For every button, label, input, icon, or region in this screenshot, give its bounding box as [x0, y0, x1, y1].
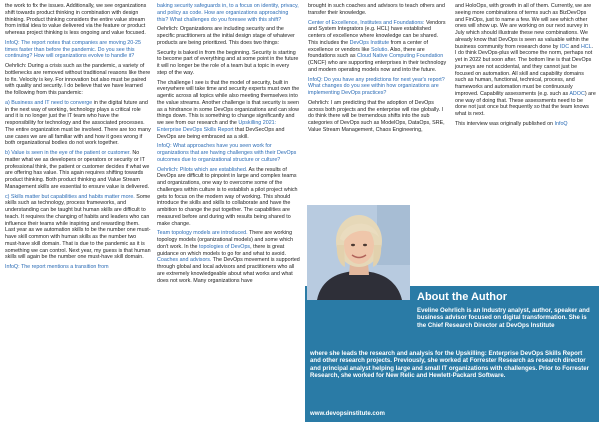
interview-question: InfoQ: The report notes that companies are moving 20-25 times faster than before the pandemic. Do you see this continuing? How will organizations evolve to handle it?: [5, 39, 141, 60]
vendor-link[interactable]: Solutio: [370, 46, 388, 53]
article-column-2: [157, 3, 300, 287]
devops-institute-link[interactable]: DevOps Institute: [349, 39, 390, 46]
about-author-box: [305, 286, 599, 422]
paragraph: [308, 20, 449, 74]
paragraph-text: . I do think DevOps-plus will become the norm, perhaps not yet in 2022 but soon after. The bottom line is that DevOps journeys are not accidental, and they cannot just be focused on automation. All skill and capability domains such as human, functional, technical, process, and frameworks and automation must be continuously improved. Capability assessments (e.g. such as: [455, 43, 594, 97]
paragraph: [455, 121, 596, 128]
paragraph-text: Vendors and System Integrators (e.g. HCL) have established centers of excellence where knowledge can be shared. This includes the: [308, 19, 446, 46]
paragraph-text: from a center of excellence or vendors like: [308, 39, 429, 53]
point-text: in the digital future and in the next way of working, technology plays a critical role and it is no longer just the IT team who have the responsibility for technology and the associated processes. The entire organization must be involved. There are too many use cases we are all familiar with and how it goes wrong if both organizational bodies do not work together.: [5, 99, 151, 147]
paragraph-text: As the results of DevOps are difficult to pinpoint in large and complex teams and organizations, one way to overcome some of the challenges within culture is to establish a pilot project which gets to focus on the modern way of working. This should introduce the skills and skills to collaborate and have the ambition to change the put together. The capabilities are measured before and during with results being shared to make change.: [157, 166, 298, 227]
paragraph-text: and HoloOps, with growth in all of them. Currently, we are seeing more combinations of terms such as BizDevOps and FinOps, just to name a few. We will see which other ones will show up. We are working on our next survey in July which should illustrate these new combinations. We already know that DevOps is seen as valuable within the business community from research done by: [455, 3, 592, 50]
paragraph-text: The challenge I see is that the model of security, built in everywhere will take time and security experts must own the agentic across all topics while also meeting themselves into the value streams. Another challenge is that security is seen as a hindrance in some DevOps organizations and can slow things down. This is something to change significantly and we see from our research and the: [157, 79, 300, 126]
infoq-link[interactable]: InfoQ: [554, 120, 568, 127]
interview-question: baking security safeguards in, to a focus on identity, privacy, and policy as code. How are organizations approaching this? What challenges do you foresee with this shift?: [157, 3, 299, 23]
coaches-advisors-link[interactable]: Coaches and advisors.: [157, 257, 212, 264]
point-a: [5, 100, 151, 147]
about-author-heading: About the Author: [417, 291, 508, 303]
paragraph: [157, 80, 300, 141]
point-heading: Team topology models are introduced.: [157, 230, 248, 237]
interview-question: InfoQ: Do you have any predictions for next year's report? What changes do you see within how organizations are implementing DevOps practices?: [308, 76, 445, 96]
point-heading: a) Business and IT need to converge: [5, 99, 93, 106]
paragraph-text: There are working topology models (organizational models) and some which don't work. In the: [157, 230, 294, 250]
paragraph-text: This interview was originally published on: [455, 120, 555, 127]
point-text: Some skills such as technology, process frameworks, and understanding can be taught but human skills are difficult to teach. It requires the changing of habits and leaders who can influence their teams while inspiring and rewarding them. Last year as we automation skills to be the number one must-have skill common with human skills as the number two must-have skill domain. That is due to the pandemic as it is something we can control. Next year, my guess is that human skills will again be the number one must-have skill domain.: [5, 193, 151, 261]
paragraph-text: . Also, there are foundations such as: [308, 46, 425, 60]
article-column-4: [455, 3, 596, 131]
paragraph-text: and: [569, 43, 581, 50]
paragraph: the work to fix the issues. Additionally, we see organizations shift towards product thinking in combination with design thinking. Product thinking considers the entire value stream from initial idea to value delivered via the feature or product whereas project thinking is less ongoing and value focused.: [5, 3, 147, 36]
author-photo: [307, 205, 410, 300]
paragraph: [455, 3, 596, 118]
point-heading: c) Skills matter but capabilities and habits matter more.: [5, 193, 135, 200]
point-heading: Center of Excellence, Institutes and Foundations:: [308, 19, 425, 26]
cncf-link[interactable]: Cloud Native Computing Foundation: [357, 53, 444, 60]
paragraph-text: , there is great guidance on which models to go for and what to avoid.: [157, 243, 286, 257]
paragraph: [157, 230, 300, 284]
author-portrait-icon: [307, 205, 410, 300]
point-heading: Oehrlich: Pilots which are established.: [157, 166, 248, 173]
skills-report-link[interactable]: Upskilling 2021: Enterprise DevOps Skills Report: [157, 120, 277, 133]
author-bio-continued: where she leads the research and analysis for the Upskilling: Enterprise DevOps Skills Report and other research projects. Previously, she worked at Forrester Research as research director and principal analyst helping large and small IT organizations with challenges. Prior to Forrester Research, she worked for New Relic and Hewlett-Packard Software.: [310, 350, 590, 379]
paragraph: Oehrlich: I am predicting that the adoption of DevOps across both projects and the enterprise will rise globally. I do think there will be tremendous shifts into the sub categories of DevOps such as ModelOps, DataOps, SRE, Value Stream Management, Chaos Engineering,: [308, 99, 445, 133]
hcl-link[interactable]: HCL: [580, 43, 592, 50]
paragraph: Oehrlich: During a crisis such as the pandemic, a variety of bottlenecks are removed without traditional reasons like there to fix. Velocity is key. For innovation but also must be paired with quality and security. I do believe that we have learned the following from this pandemic:: [5, 63, 151, 96]
point-heading: b) Value is seen in the eye of the patient or customer.: [5, 150, 131, 156]
interview-question: InfoQ: What approaches have you seen work for organizations that are having challenges with their DevOps outcomes due to organizational structure or culture?: [157, 143, 297, 163]
paragraph-text: (CNCF) who are supporting enterprises in their technology and modern operating models now and into the future.: [308, 60, 447, 73]
paragraph-text: that DevSecOps and DevOps are being embraced as a skill.: [157, 126, 285, 140]
paragraph: Security is baked in from the beginning. Security is starting to become part of everything and at some point in the future it will no longer be the role of a team but a topic in every step of the way.: [157, 49, 299, 76]
author-bio: Eveline Oehrlich is an Industry analyst, author, speaker and business advisor focused on digital transformation. She is the Chief Research Director at DevOps Institute: [417, 307, 590, 329]
devops-topologies-link[interactable]: topologies of DevOps: [199, 243, 251, 250]
paragraph: Oehrlich: Organizations are including security and the specific practitioners at the initial design stage of whatever products are being prioritized. This does two things:: [157, 26, 295, 46]
point-b: [5, 150, 151, 191]
point-c: [5, 194, 151, 262]
paragraph-text: The DevOps movement is supported through global and local advisors and practitioners who all are extremely knowledgeable about what works and what does not work. Many organizations have: [157, 257, 300, 284]
article-column-3: [308, 3, 449, 137]
paragraph-text: ) are one way of doing that. These assessments need to be done not just once but frequently so that the team knows what is next.: [455, 90, 596, 117]
adoc-link[interactable]: ADOC: [569, 90, 585, 97]
article-column-1: [5, 3, 151, 274]
paragraph: [157, 167, 300, 228]
author-website-link[interactable]: www.devopsinstitute.com: [310, 410, 385, 417]
interview-question: InfoQ: The report mentions a transition from: [5, 264, 109, 270]
idc-link[interactable]: IDC: [559, 43, 570, 50]
point-text: No matter what we as developers or operators or security or IT professional think, the patient or customer decides if what we are offering has value. This again requires shifting towards product thinking. Both product thinking and Value Stream Management skills are essential to ensure value is delivered.: [5, 150, 150, 190]
paragraph: brought in such coaches and advisors to teach others and transfer their knowledge.: [308, 3, 445, 16]
